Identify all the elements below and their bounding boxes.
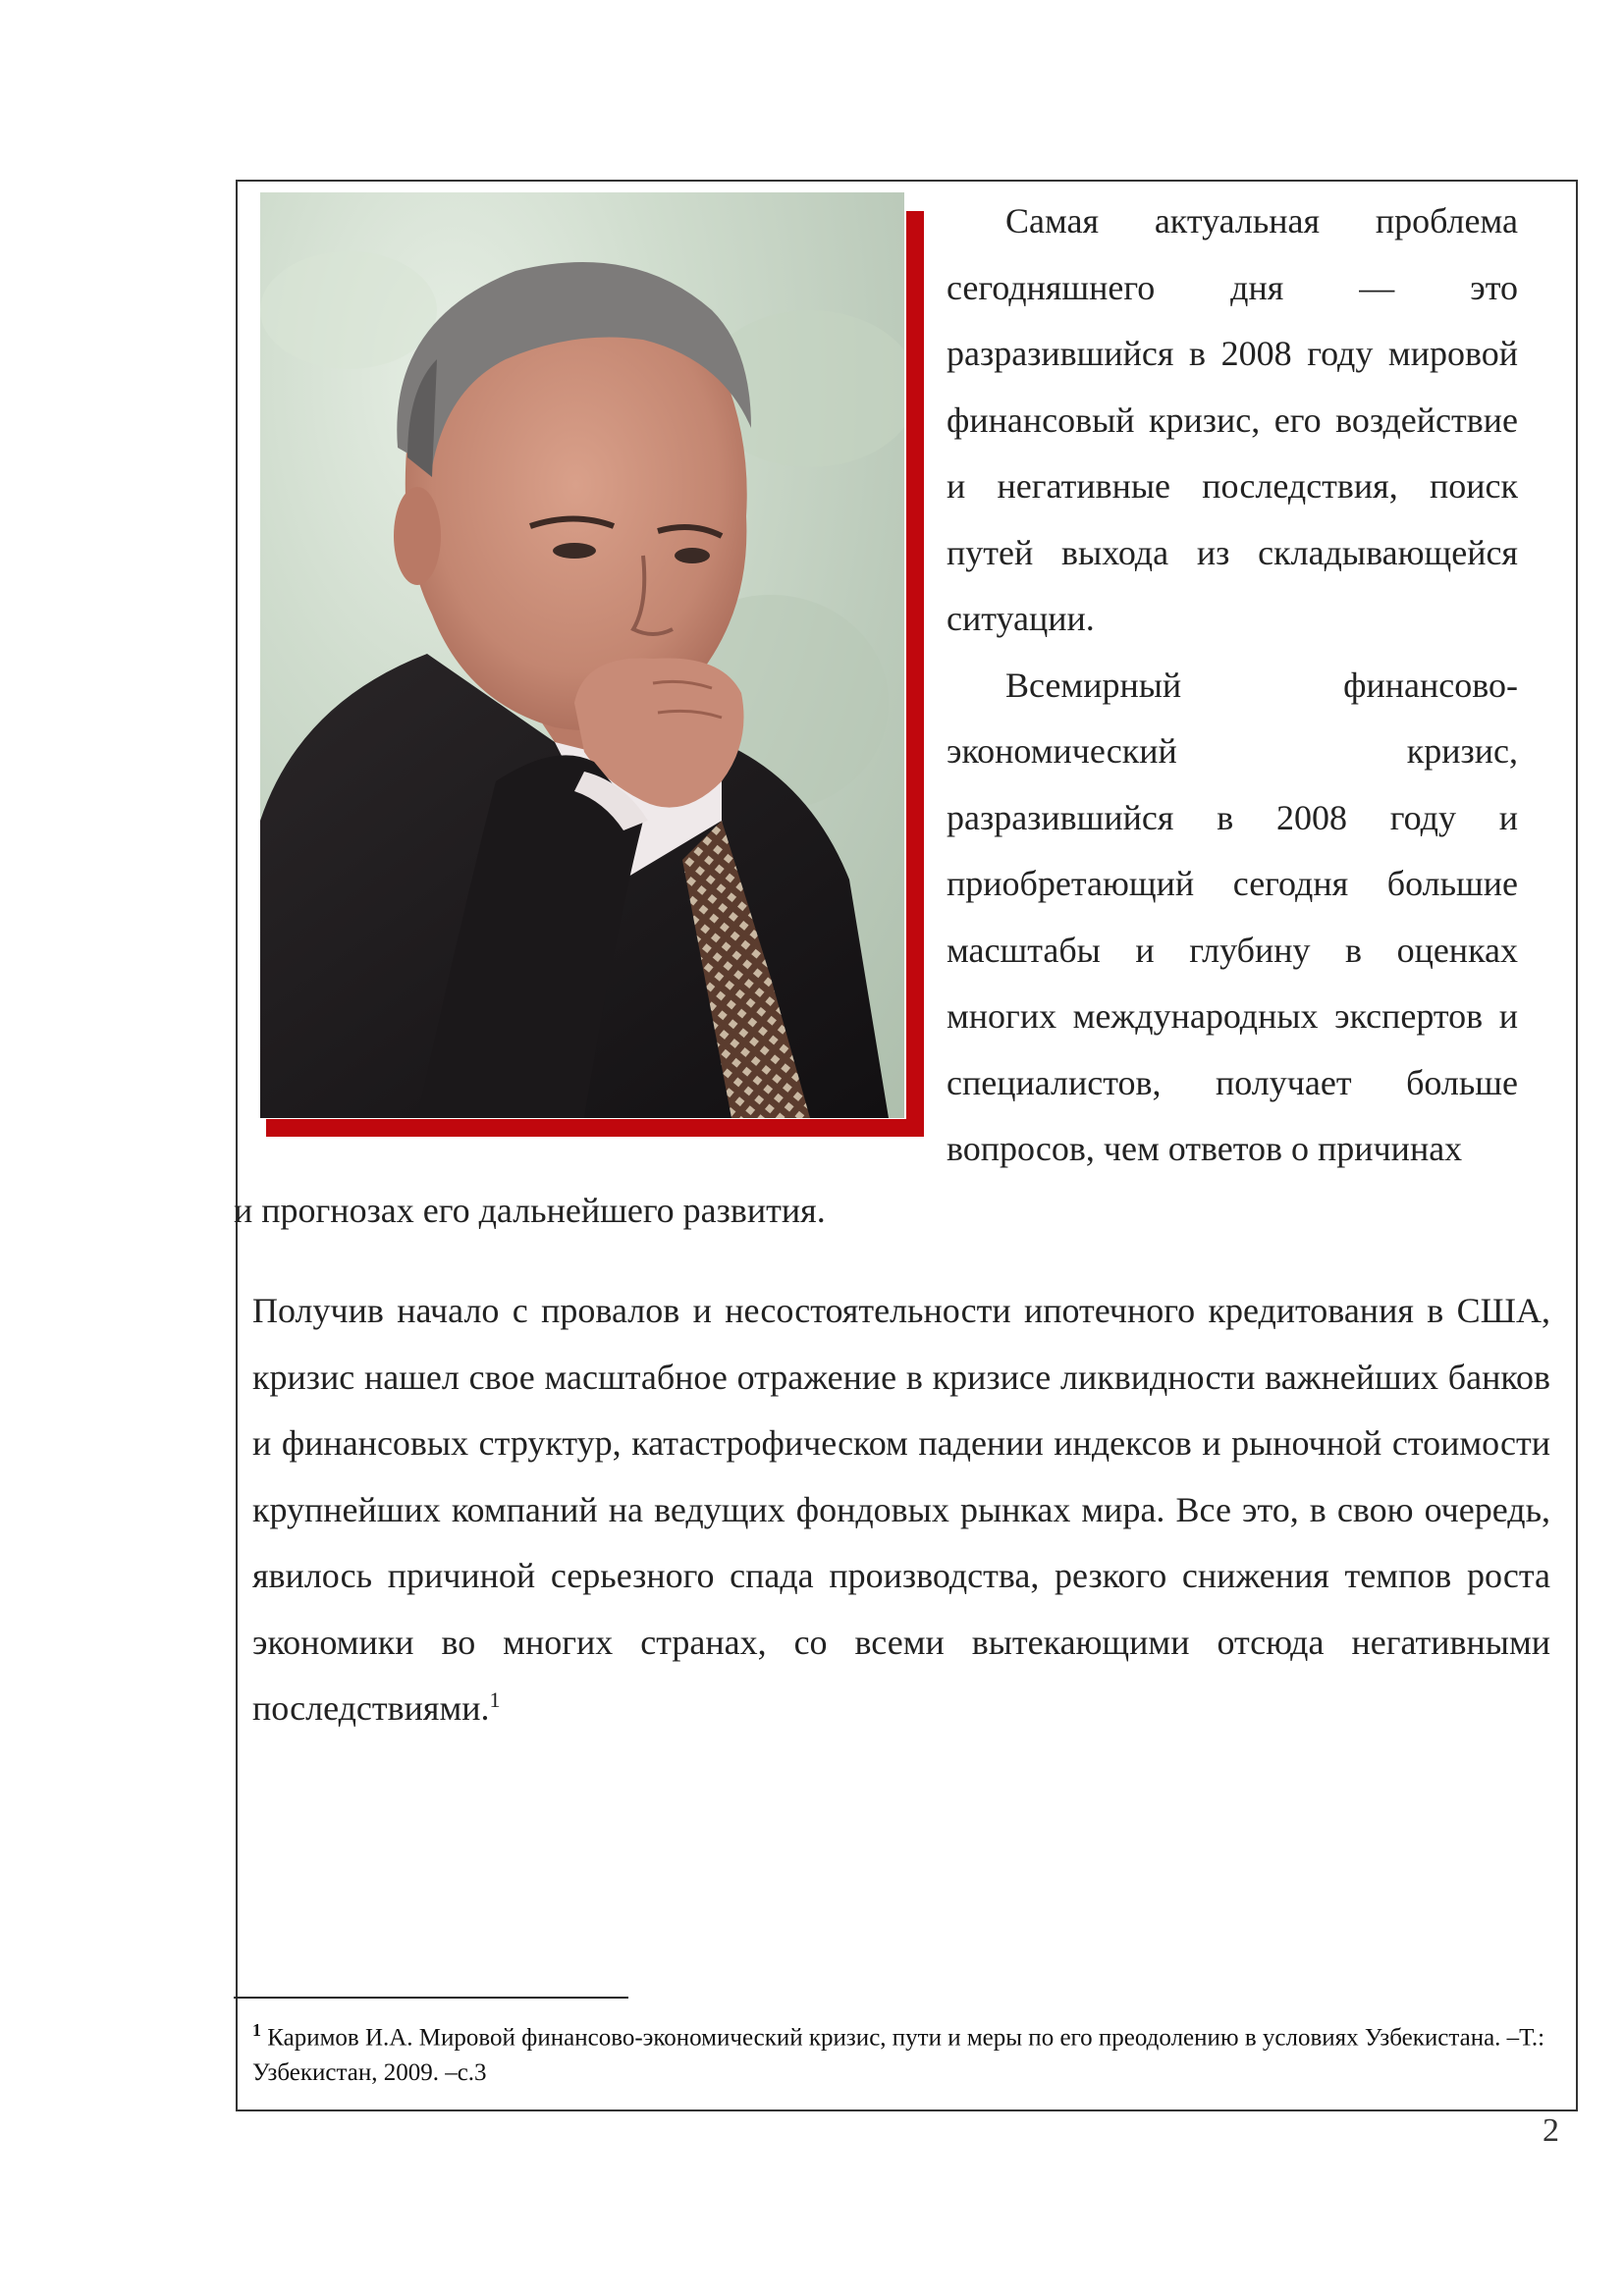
photo-red-border-bottom — [266, 1119, 924, 1137]
main-text-block — [252, 1278, 1550, 1742]
footnote-separator — [234, 1997, 628, 1999]
intro-text-column — [947, 188, 1518, 1183]
portrait-photo — [260, 192, 924, 1141]
second-paragraph-end: и прогнозах его дальнейшего развития. — [234, 1191, 826, 1230]
main-paragraph-text: Получив начало с провалов и несостоятельности ипотечного кредитования в США, кризис нашел свое масштабное отражение в кризисе ликвидности важнейших банков и финансовых структур, катастрофическом падении индексов и рыночной стоимости крупнейших компаний на ведущих фондовых рынках мира. Все это, в свою очередь, явилось причиной серьезного спада производства, резкого снижения темпов роста экономики во многих странах, со всеми вытекающими отсюда негативными последствиями. — [252, 1291, 1550, 1728]
photo-red-border-right — [906, 211, 924, 1136]
footnote-text: Каримов И.А. Мировой финансово-экономический кризис, пути и меры по его преодолению в условиях Узбекистана. –Т.: Узбекистан, 2009. –с.3 — [252, 2024, 1545, 2087]
intro-paragraph: Самая актуальная проблема сегодняшнего дня — это разразившийся в 2008 году мировой финансовый кризис, его воздействие и негативные последствия, поиск путей выхода из складывающейся ситуации. — [947, 201, 1518, 638]
footnote — [252, 2012, 1558, 2091]
main-paragraph — [252, 1278, 1550, 1742]
footnote-reference[interactable]: 1 — [489, 1687, 501, 1712]
footnote-number: 1 — [252, 2020, 261, 2040]
portrait-image — [260, 192, 904, 1118]
page-number: 2 — [1543, 2112, 1559, 2149]
second-paragraph-start: Всемирный финансово-экономический кризис, разразившийся в 2008 году и приобретающий сегодня большие масштабы и глубину в оценках многих международных экспертов и специалистов, получает больше вопросов, чем ответов о причинах — [947, 665, 1518, 1168]
